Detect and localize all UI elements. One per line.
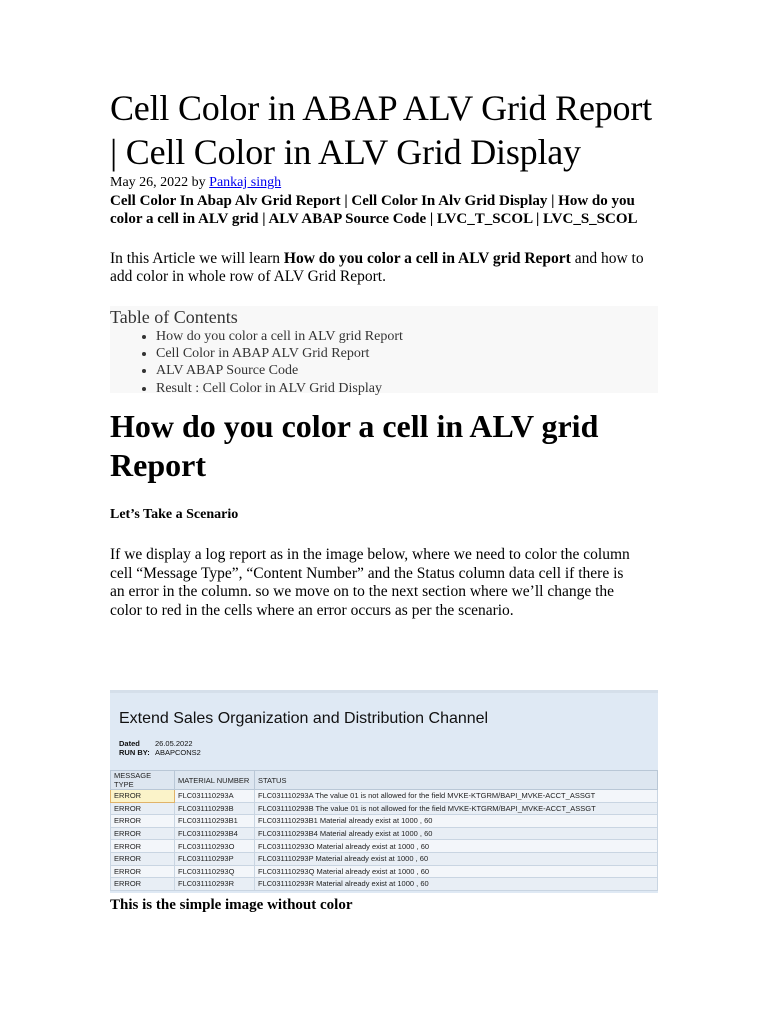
table-row[interactable] [111,815,658,828]
material-number-cell[interactable]: FLC031110293R [175,878,255,891]
alv-screenshot [110,690,658,893]
image-caption: This is the simple image without color [110,897,353,913]
intro-prefix: In this Article we will learn [110,250,284,267]
column-header[interactable]: STATUS [255,771,658,790]
report-title: Extend Sales Organization and Distribution Channel [119,710,489,727]
status-cell[interactable]: FLC031110293B1 Material already exist at 1000 , 60 [255,815,658,828]
toc-item[interactable]: • Cell Color in ABAP ALV Grid Report [156,345,658,362]
section-heading: How do you color a cell in ALV grid Report [110,408,599,483]
status-cell[interactable]: FLC031110293P Material already exist at 1000 , 60 [255,852,658,865]
dated-label: Dated [119,739,140,748]
keywords-line: Cell Color In Abap Alv Grid Report | Cell Color In Alv Grid Display | How do you color a cell in ALV grid | ALV ABAP Source Code | LVC_T_SCOL | LVC_S_SCOL [110,193,638,227]
runby-value: ABAPCONS2 [155,748,201,757]
toc-item[interactable]: • Result : Cell Color in ALV Grid Display [156,380,658,397]
table-row[interactable] [111,790,658,803]
intro-suffix: and how to add color in whole row of ALV Grid Report. [110,250,644,285]
table-row[interactable] [111,827,658,840]
scenario-paragraph: If we display a log report as in the image below, where we need to color the column cell “Message Type”, “Content Number” and the Status column data cell if there is an error in the column. so we move on to the next section where we’ll change the color to red in the cells where an error occurs as per the scenario. [110,546,630,619]
table-row[interactable] [111,865,658,878]
status-cell[interactable]: FLC031110293O Material already exist at 1000 , 60 [255,840,658,853]
column-header[interactable]: MATERIAL NUMBER [175,771,255,790]
material-number-cell[interactable]: FLC031110293A [175,790,255,803]
article [110,86,660,620]
status-cell[interactable]: FLC031110293B The value 01 is not allowed for the field MVKE-KTGRM/BAPI_MVKE-ACCT_ASSGT [255,802,658,815]
material-number-cell[interactable]: FLC031110293B [175,802,255,815]
message-type-cell[interactable]: ERROR [111,815,175,828]
material-number-cell[interactable]: FLC031110293Q [175,865,255,878]
material-number-cell[interactable]: FLC031110293B4 [175,827,255,840]
table-row[interactable] [111,878,658,891]
post-by: by [188,175,210,190]
status-cell[interactable]: FLC031110293Q Material already exist at 1000 , 60 [255,865,658,878]
table-row[interactable] [111,852,658,865]
post-meta [110,174,660,192]
scenario-lead: Let’s Take a Scenario [110,507,239,522]
table-of-contents [110,306,658,396]
column-header[interactable]: MESSAGE TYPE [111,771,175,790]
message-type-cell[interactable]: ERROR [111,802,175,815]
dated-value: 26.05.2022 [155,739,193,748]
intro-paragraph [110,250,660,286]
table-row[interactable] [111,840,658,853]
material-number-cell[interactable]: FLC031110293B1 [175,815,255,828]
message-type-cell[interactable]: ERROR [111,852,175,865]
status-cell[interactable]: FLC031110293R Material already exist at 1000 , 60 [255,878,658,891]
toc-title: Table of Contents [110,307,238,327]
author-link[interactable]: Pankaj singh [209,175,282,190]
message-type-cell[interactable]: ERROR [111,840,175,853]
material-number-cell[interactable]: FLC031110293P [175,852,255,865]
report-meta [119,739,201,757]
status-cell[interactable]: FLC031110293B4 Material already exist at 1000 , 60 [255,827,658,840]
message-type-cell[interactable]: ERROR [111,790,175,803]
message-type-cell[interactable]: ERROR [111,878,175,891]
status-cell[interactable]: FLC031110293A The value 01 is not allowed for the field MVKE-KTGRM/BAPI_MVKE-ACCT_ASSGT [255,790,658,803]
message-type-cell[interactable]: ERROR [111,865,175,878]
table-row[interactable] [111,802,658,815]
intro-bold: How do you color a cell in ALV grid Report [283,250,571,267]
alv-grid [110,770,658,891]
toc-item[interactable]: • ALV ABAP Source Code [156,362,658,379]
page-title: Cell Color in ABAP ALV Grid Report | Cell Color in ALV Grid Display [110,88,652,172]
message-type-cell[interactable]: ERROR [111,827,175,840]
post-date: May 26, 2022 [110,175,189,190]
grid-header-row [111,771,658,790]
toc-item[interactable]: • How do you color a cell in ALV grid Report [156,328,658,345]
toc-list [110,328,658,397]
material-number-cell[interactable]: FLC031110293O [175,840,255,853]
runby-label: RUN BY: [119,748,150,757]
